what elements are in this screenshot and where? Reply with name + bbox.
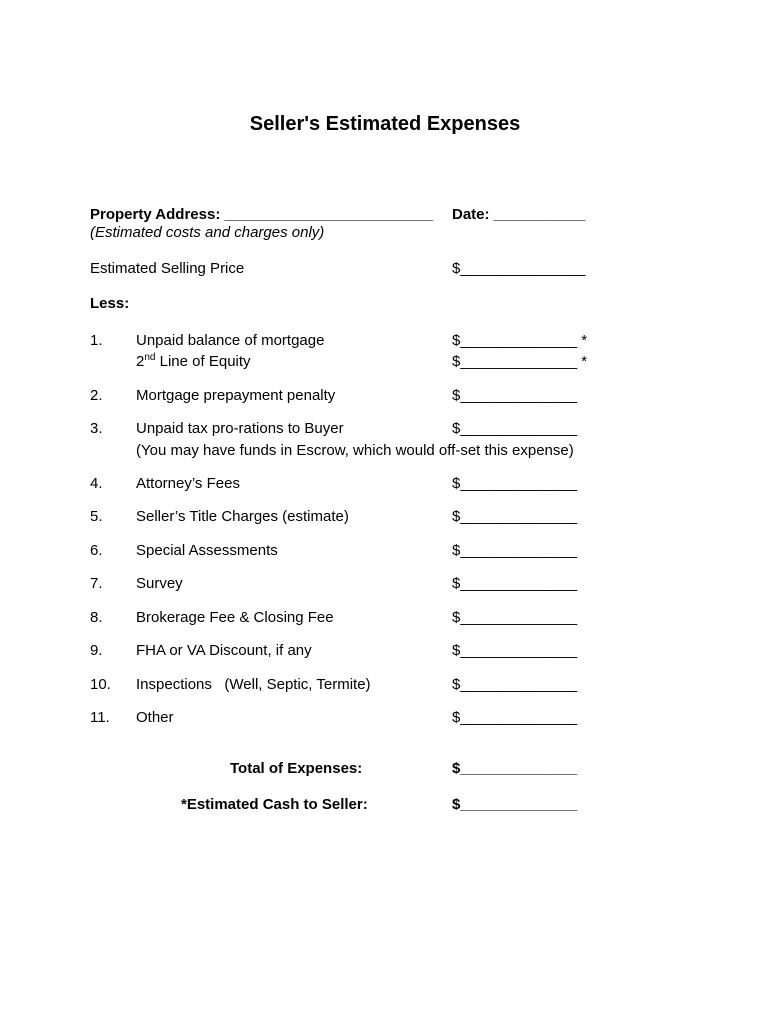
estimated-cash-label: *Estimated Cash to Seller: <box>181 796 368 813</box>
item-number: 3. <box>90 420 103 437</box>
item-number: 2. <box>90 387 103 404</box>
document-title: Seller's Estimated Expenses <box>249 113 521 135</box>
item-label-prepayment-penalty: Mortgage prepayment penalty <box>136 387 336 404</box>
item-label-tax-prorations: Unpaid tax pro-rations to Buyer <box>136 420 344 437</box>
item-note-escrow: (You may have funds in Escrow, which would off-set this expense) <box>136 442 574 459</box>
item-number: 6. <box>90 542 103 559</box>
item-amount-inspections[interactable]: $______________ <box>452 676 578 693</box>
item-number: 5. <box>90 508 103 525</box>
item-amount-prepayment-penalty[interactable]: $______________ <box>452 387 578 404</box>
item-label-title-charges: Seller’s Title Charges (estimate) <box>136 508 349 525</box>
item-label-equity-line: 2nd Line of Equity <box>136 352 251 370</box>
item-label-other: Other <box>136 709 174 726</box>
item-amount-title-charges[interactable]: $______________ <box>452 508 578 525</box>
item-amount-equity-line[interactable]: $______________ * <box>452 353 588 370</box>
item-label-mortgage-balance: Unpaid balance of mortgage <box>136 332 325 349</box>
item-number: 11. <box>90 709 110 726</box>
item-amount-survey[interactable]: $______________ <box>452 575 578 592</box>
date-field[interactable]: Date: ___________ <box>452 206 586 223</box>
estimate-note: (Estimated costs and charges only) <box>90 224 325 241</box>
item-amount-fha-va-discount[interactable]: $______________ <box>452 642 578 659</box>
item-label-survey: Survey <box>136 575 183 592</box>
item-number: 1. <box>90 332 103 349</box>
item-number: 7. <box>90 575 103 592</box>
less-label: Less: <box>90 295 130 312</box>
item-number: 8. <box>90 609 103 626</box>
total-expenses-amount[interactable]: $______________ <box>452 760 578 777</box>
item-label-brokerage-fee: Brokerage Fee & Closing Fee <box>136 609 334 626</box>
item-amount-attorney-fees[interactable]: $______________ <box>452 475 578 492</box>
item-amount-brokerage-fee[interactable]: $______________ <box>452 609 578 626</box>
selling-price-amount[interactable]: $_______________ <box>452 260 586 277</box>
item-number: 9. <box>90 642 103 659</box>
selling-price-label: Estimated Selling Price <box>90 260 245 277</box>
estimated-cash-amount[interactable]: $______________ <box>452 796 578 813</box>
item-amount-tax-prorations[interactable]: $______________ <box>452 420 578 437</box>
item-amount-other[interactable]: $______________ <box>452 709 578 726</box>
item-number: 10. <box>90 676 111 693</box>
property-address-field[interactable]: Property Address: _________________________ <box>90 206 434 223</box>
item-label-attorney-fees: Attorney’s Fees <box>136 475 240 492</box>
total-expenses-label: Total of Expenses: <box>230 760 363 777</box>
item-amount-special-assessments[interactable]: $______________ <box>452 542 578 559</box>
item-label-fha-va-discount: FHA or VA Discount, if any <box>136 642 312 659</box>
item-label-special-assessments: Special Assessments <box>136 542 278 559</box>
item-number: 4. <box>90 475 103 492</box>
item-label-inspections: Inspections (Well, Septic, Termite) <box>136 676 371 693</box>
item-amount-mortgage-balance[interactable]: $______________ * <box>452 332 588 349</box>
